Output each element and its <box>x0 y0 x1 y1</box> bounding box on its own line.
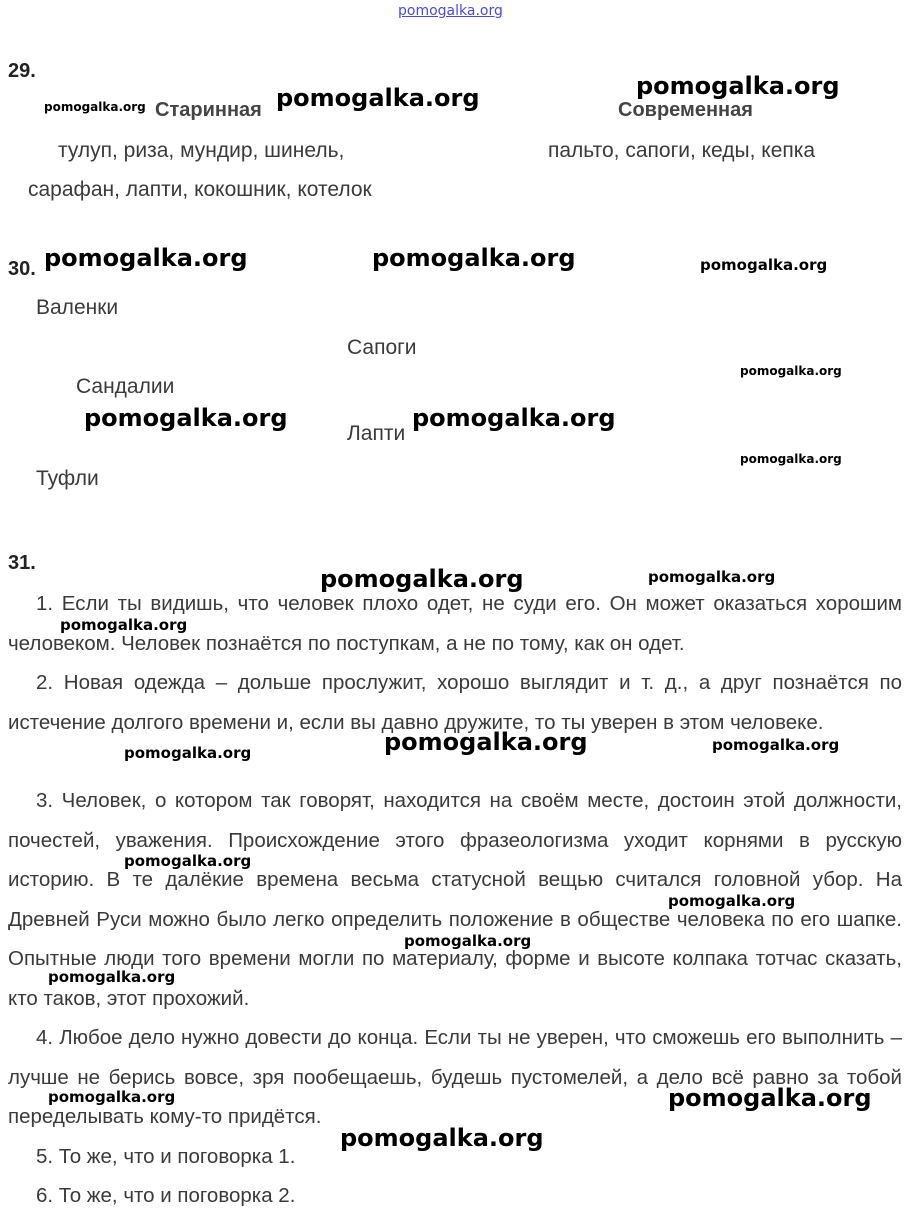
watermark: pomogalka.org <box>44 100 146 114</box>
watermark: pomogalka.org <box>668 892 796 910</box>
footwear-item-sandalii: Сандалии <box>76 375 175 398</box>
saying-explanation-1: 1. Если ты видишь, что человек плохо одет, не суди его. Он может оказаться хорошим человеком. Человек познаётся по поступкам, а не по тому, как он одет. <box>8 592 902 655</box>
saying-explanation-4: 4. Любое дело нужно довести до конца. Если ты не уверен, что сможешь его выполнить – лучше не берись вовсе, зря пообещаешь, будешь пустомелей, а дело всё равно за тобой переделывать кому-то придётся. <box>8 1026 902 1129</box>
watermark: pomogalka.org <box>412 404 616 432</box>
watermark: pomogalka.org <box>648 568 776 586</box>
old-clothes-line-2: сарафан, лапти, кокошник, котелок <box>28 178 372 201</box>
saying-explanation-5: 5. То же, что и поговорка 1. <box>36 1145 296 1168</box>
watermark: pomogalka.org <box>700 256 828 274</box>
footwear-item-lapti: Лапти <box>347 422 406 445</box>
site-link[interactable]: pomogalka.org <box>398 3 503 19</box>
footwear-item-valenki: Валенки <box>36 296 119 319</box>
watermark: pomogalka.org <box>60 616 188 634</box>
watermark: pomogalka.org <box>712 736 840 754</box>
watermark: pomogalka.org <box>636 72 840 100</box>
watermark: pomogalka.org <box>740 452 842 466</box>
watermark: pomogalka.org <box>124 852 252 870</box>
old-clothes-heading: Старинная <box>155 99 262 121</box>
task-30-number: 30. <box>8 258 36 280</box>
watermark: pomogalka.org <box>84 404 288 432</box>
footwear-item-sapogi: Сапоги <box>347 336 417 359</box>
task-31-number: 31. <box>8 552 36 574</box>
saying-explanation-3: 3. Человек, о котором так говорят, находится на своём месте, достоин этой должности, почестей, уважения. Происхождение этого фразеологизма уходит корнями в русскую историю. В те далёкие времена весьма статусной вещью считался головной убор. На Древней Руси можно было легко определить положение в обществе человека по его шапке. Опытные люди того времени могли по материалу, форме и высоте колпака тотчас сказать, кто таков, этот прохожий. <box>8 789 902 1010</box>
watermark: pomogalka.org <box>372 244 576 272</box>
watermark: pomogalka.org <box>44 244 248 272</box>
watermark: pomogalka.org <box>48 968 176 986</box>
watermark: pomogalka.org <box>48 1088 176 1106</box>
saying-explanation-2: 2. Новая одежда – дольше прослужит, хорошо выглядит и т. д., а друг познаётся по истечение долгого времени и, если вы давно дружите, то ты уверен в этом человеке. <box>8 671 902 734</box>
saying-explanation-6: 6. То же, что и поговорка 2. <box>36 1184 296 1207</box>
watermark: pomogalka.org <box>320 565 524 593</box>
watermark: pomogalka.org <box>276 84 480 112</box>
watermark: pomogalka.org <box>404 932 532 950</box>
watermark: pomogalka.org <box>740 364 842 378</box>
watermark: pomogalka.org <box>384 728 588 756</box>
task-29-number: 29. <box>8 60 36 82</box>
watermark: pomogalka.org <box>340 1124 544 1152</box>
old-clothes-line-1: тулуп, риза, мундир, шинель, <box>58 139 345 162</box>
watermark: pomogalka.org <box>124 744 252 762</box>
modern-clothes-heading: Современная <box>618 99 753 121</box>
footwear-item-tufli: Туфли <box>36 467 99 490</box>
modern-clothes-list: пальто, сапоги, кеды, кепка <box>548 139 816 162</box>
watermark: pomogalka.org <box>668 1084 872 1112</box>
